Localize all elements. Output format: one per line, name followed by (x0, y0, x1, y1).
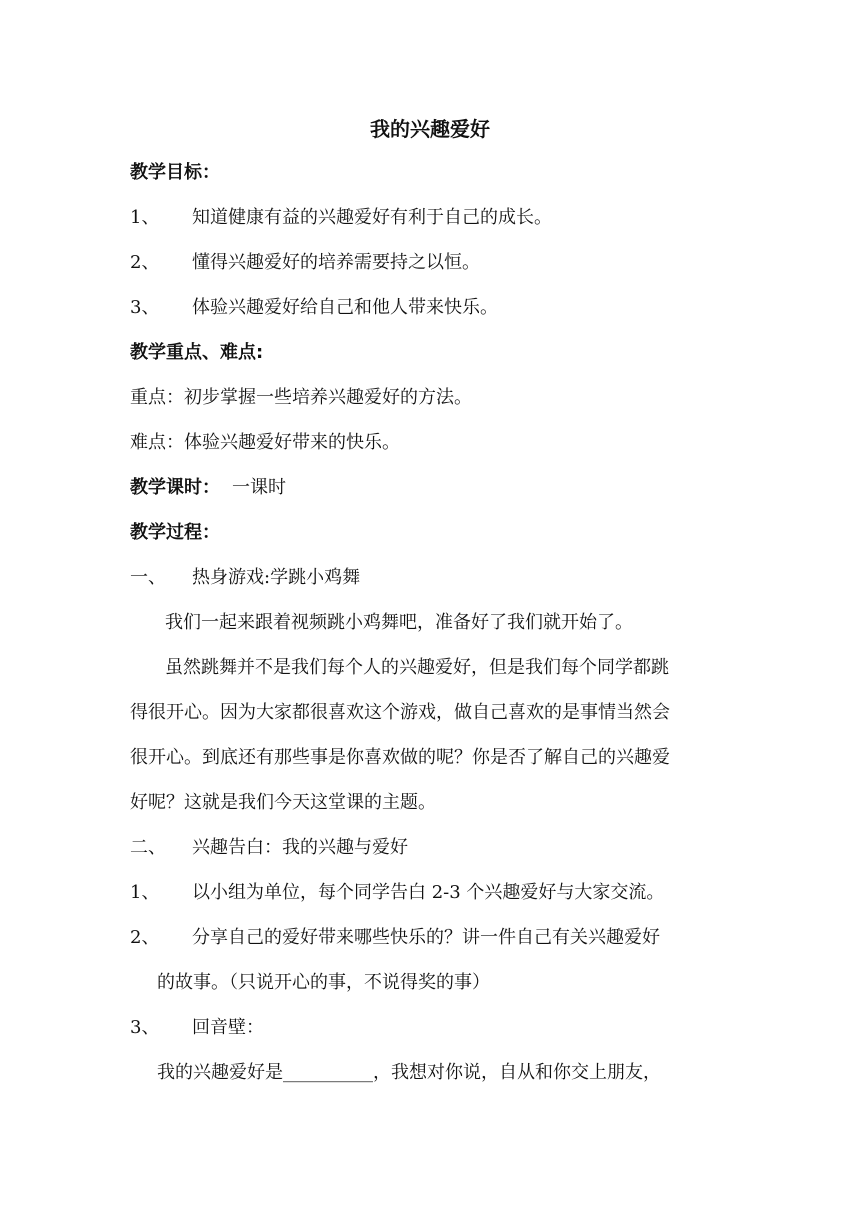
list-item (130, 1016, 264, 1040)
process-heading: 教学过程： (130, 522, 220, 543)
keypoints-heading: 教学重点、难点: (130, 342, 264, 363)
item-number: 2、 (130, 927, 160, 948)
period-line (130, 476, 286, 500)
item-number: 3、 (130, 297, 160, 318)
list-item (130, 881, 664, 905)
section-title: 兴趣告白：我的兴趣与爱好 (192, 837, 408, 858)
document-title: 我的兴趣爱好 (370, 117, 490, 141)
objectives-heading: 教学目标： (130, 162, 220, 183)
paragraph-line: 我们一起来跟着视频跳小鸡舞吧，准备好了我们就开始了。 (165, 612, 633, 633)
section-title: 热身游戏:学跳小鸡舞 (192, 567, 361, 588)
item-number: 2、 (130, 252, 160, 273)
item-text: 分享自己的爱好带来哪些快乐的？讲一件自己有关兴趣爱好 (192, 927, 660, 948)
section-number: 一、 (130, 567, 166, 588)
item-text: 回音壁： (192, 1017, 264, 1038)
objective-item (130, 296, 498, 320)
focus-text: 重点：初步掌握一些培养兴趣爱好的方法。 (130, 387, 472, 408)
section-heading (130, 566, 360, 590)
list-item-continuation: 的故事。（只说开心的事，不说得奖的事） (157, 972, 490, 993)
objective-item (130, 251, 480, 275)
period-value: 一课时 (232, 477, 286, 498)
paragraph-line: 得很开心。因为大家都很喜欢这个游戏，做自己喜欢的是事情当然会 (130, 702, 670, 723)
paragraph-line: 很开心。到底还有那些事是你喜欢做的呢？你是否了解自己的兴趣爱 (130, 747, 670, 768)
item-number: 3、 (130, 1017, 160, 1038)
item-text: 懂得兴趣爱好的培养需要持之以恒。 (192, 252, 480, 273)
fill-in-line: 我的兴趣爱好是__________，我想对你说，自从和你交上朋友， (157, 1062, 661, 1083)
section-number: 二、 (130, 837, 166, 858)
item-text: 体验兴趣爱好给自己和他人带来快乐。 (192, 297, 498, 318)
difficulty-text: 难点：体验兴趣爱好带来的快乐。 (130, 432, 400, 453)
section-heading (130, 836, 408, 860)
objective-item (130, 206, 552, 230)
item-text: 知道健康有益的兴趣爱好有利于自己的成长。 (192, 207, 552, 228)
item-text: 以小组为单位，每个同学告白 2-3 个兴趣爱好与大家交流。 (192, 882, 665, 903)
item-number: 1、 (130, 207, 160, 228)
paragraph-line: 好呢？这就是我们今天这堂课的主题。 (130, 792, 436, 813)
list-item (130, 926, 660, 950)
paragraph-line: 虽然跳舞并不是我们每个人的兴趣爱好，但是我们每个同学都跳 (165, 657, 669, 678)
item-number: 1、 (130, 882, 160, 903)
period-heading: 教学课时： (130, 477, 220, 498)
